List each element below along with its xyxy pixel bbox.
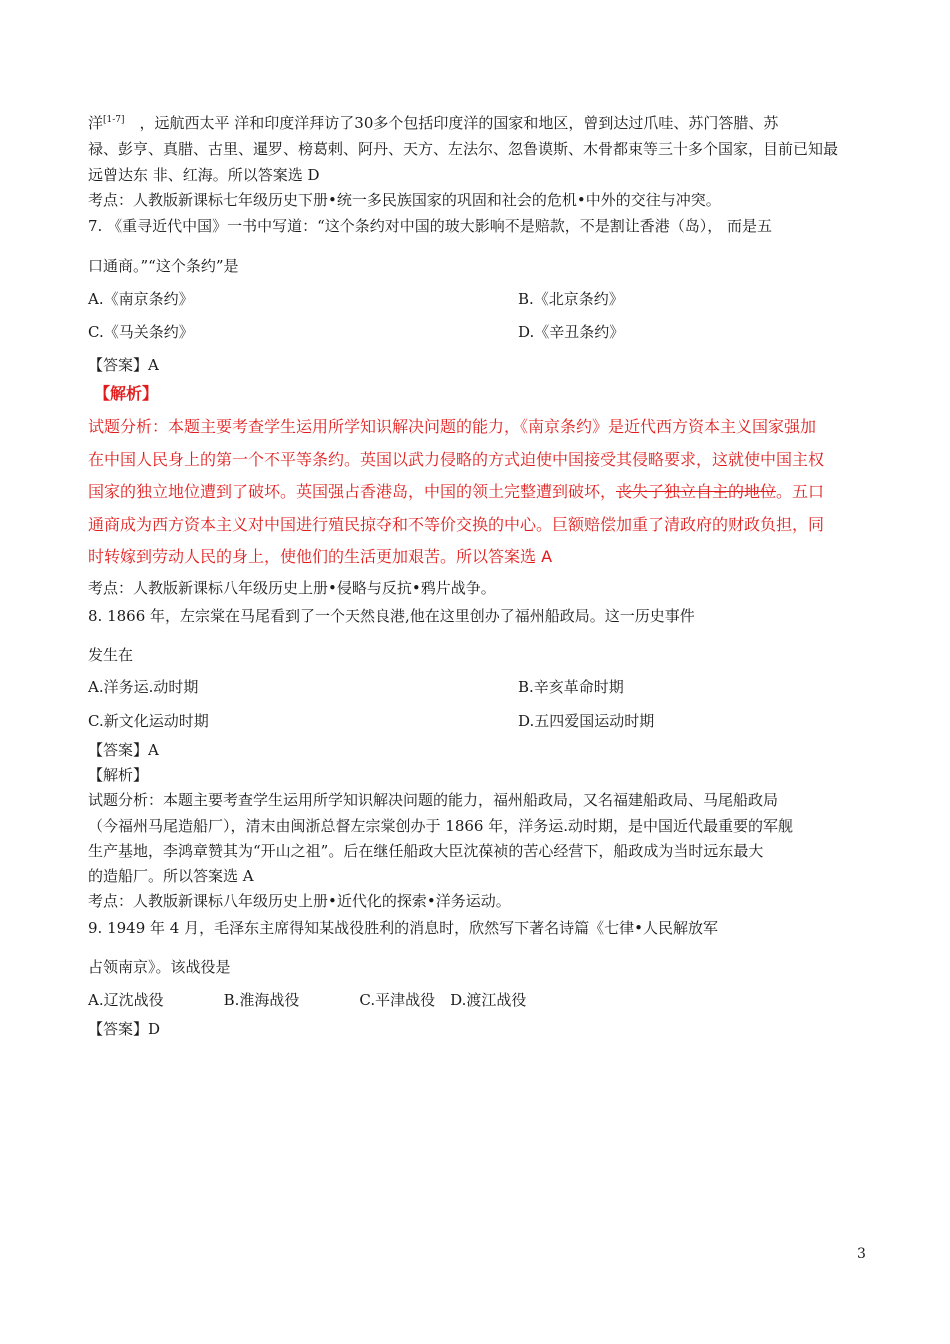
option-c: C.《马关条约》 — [88, 323, 194, 341]
question-9-stem: 9. 1949 年 4 月，毛泽东主席得知某战役胜利的消息时，欣然写下著名诗篇《七律•人民解放军 — [88, 919, 718, 937]
question-9-stem-cont: 占领南京》。该战役是 — [88, 958, 231, 976]
text-line: 禄、彭亨、真腊、古里、暹罗、榜葛剌、阿丹、天方、左法尔、忽鲁谟斯、木骨都束等三十多个国家，目前已知最 — [88, 140, 839, 158]
text-line — [88, 113, 778, 133]
text-fragment: 国家的独立地位遭到了破坏。英国强占香港岛，中国的领土完整遭到破坏， — [88, 482, 617, 501]
question-7-stem-cont: 口通商。”“这个条约”是 — [88, 257, 239, 275]
question-7-answer: 【答案】A — [88, 356, 159, 374]
question-7-analysis-line — [88, 481, 824, 503]
option-b: B.《北京条约》 — [518, 290, 624, 308]
text-line: 远曾达东 非、红海。所以答案选 D — [88, 166, 320, 184]
question-8-analysis-line: 生产基地，李鸿章赞其为“开山之祖”。后在继任船政大臣沈葆祯的苦心经营下，船政成为当时远东最大 — [88, 842, 764, 860]
question-7-analysis-line: 时转嫁到劳动人民的身上，使他们的生活更加艰苦。所以答案选 A — [88, 547, 553, 566]
question-7-analysis-line: 在中国人民身上的第一个不平等条约。英国以武力侵略的方式迫使中国接受其侵略要求，这就使中国主权 — [88, 450, 825, 469]
exam-point: 考点：人教版新课标七年级历史下册•统一多民族国家的巩固和社会的危机•中外的交往与冲突。 — [88, 191, 721, 209]
question-8-stem: 8. 1866 年，左宗棠在马尾看到了一个天然良港,他在这里创办了福州船政局。这一历史事件 — [88, 607, 695, 625]
question-7-analysis-title: 【解析】 — [94, 384, 159, 403]
option-a: A.洋务运.动时期 — [88, 678, 199, 696]
question-8-analysis-line: 试题分析：本题主要考查学生运用所学知识解决问题的能力，福州船政局，又名福建船政局、马尾船政局 — [88, 791, 779, 809]
question-8-analysis-line: （今福州马尾造船厂），清末由闽浙总督左宗棠创办于 1866 年，洋务运.动时期，是中国近代最重要的军舰 — [88, 817, 793, 835]
page-number: 3 — [857, 1246, 866, 1262]
text-fragment: 。五口 — [776, 482, 825, 501]
question-7-analysis-line: 通商成为西方资本主义对中国进行殖民掠夺和不等价交换的中心。巨额赔偿加重了清政府的财政负担，同 — [88, 515, 825, 534]
option-d: D.《辛丑条约》 — [518, 323, 625, 341]
question-8-answer: 【答案】A — [88, 741, 159, 759]
question-7-options-row-2 — [88, 322, 625, 342]
question-7-stem: 7. 《重寻近代中国》一书中写道：“这个条约对中国的玻大影响不是赔款，不是割让香港（岛）， 而是五 — [88, 217, 773, 235]
option-d: D.五四爱国运动时期 — [518, 712, 655, 730]
option-c: C.新文化运动时期 — [88, 712, 209, 730]
question-7-analysis-line: 试题分析：本题主要考查学生运用所学知识解决问题的能力，《南京条约》是近代西方资本主义国家强加 — [88, 417, 817, 436]
text-fragment: ，远航西太平 洋和印度洋拜访了30多个包括印度洋的国家和地区，曾到达过爪哇、苏门答腊、苏 — [124, 114, 779, 132]
question-7-exam-point: 考点：人教版新课标八年级历史上册•侵略与反抗•鸦片战争。 — [88, 579, 496, 597]
question-9-answer: 【答案】D — [88, 1020, 161, 1038]
question-8-exam-point: 考点：人教版新课标八年级历史上册•近代化的探索•洋务运动。 — [88, 892, 511, 910]
option-a: A.《南京条约》 — [88, 290, 194, 308]
struck-text: 丧失了独立自主的地位 — [616, 482, 777, 501]
citation-ref: [1-7] — [103, 115, 125, 125]
question-8-options-row-1 — [88, 677, 624, 697]
question-8-analysis-line: 的造船厂。所以答案选 A — [88, 867, 254, 885]
question-8-stem-cont: 发生在 — [88, 646, 134, 664]
option-b: B.辛亥革命时期 — [518, 678, 624, 696]
text-fragment: 洋 — [88, 114, 104, 132]
question-9-options: A.辽沈战役 B.淮海战役 C.平津战役 D.渡江战役 — [88, 991, 527, 1009]
question-8-analysis-title: 【解析】 — [88, 766, 149, 784]
question-8-options-row-2 — [88, 711, 655, 731]
question-7-options-row-1 — [88, 289, 624, 309]
